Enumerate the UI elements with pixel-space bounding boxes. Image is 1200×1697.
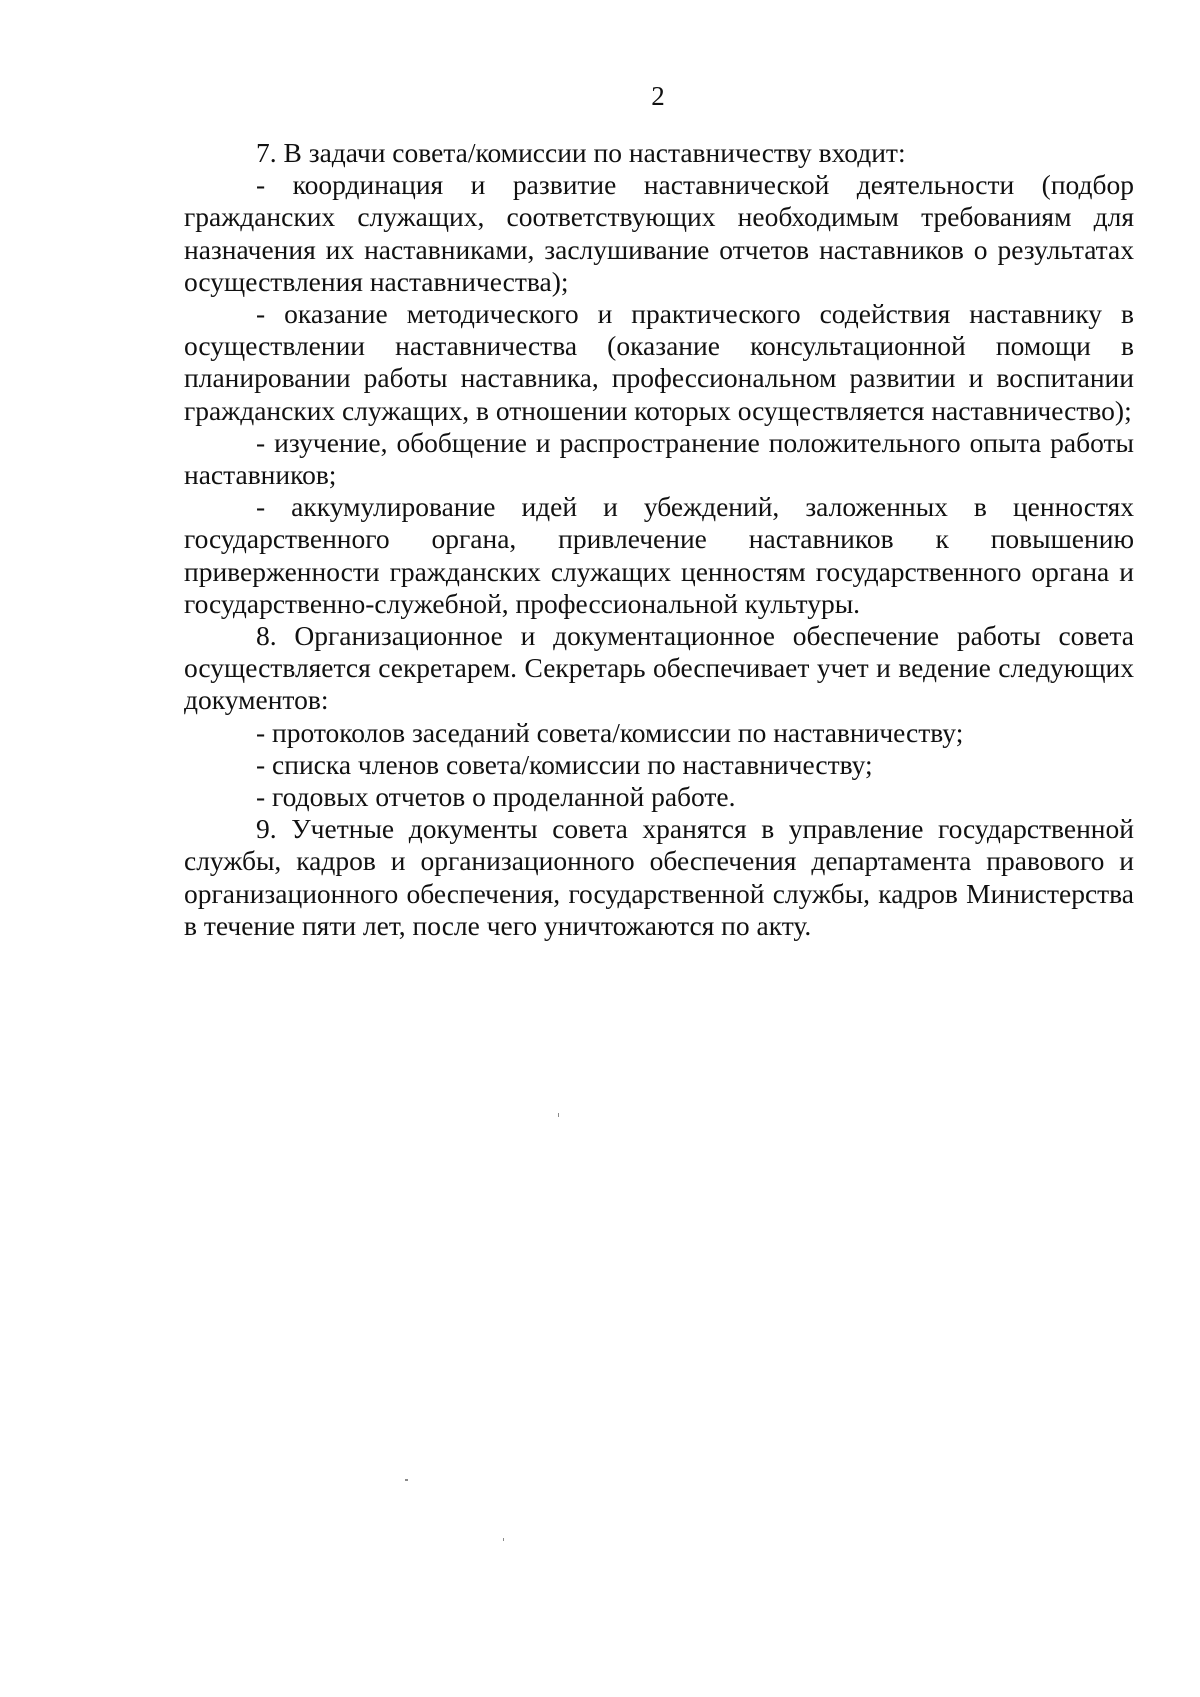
page-number: 2 xyxy=(651,81,665,111)
paragraph-8: 8. Организационное и документационное обеспечение работы совета осуществляется секретарем. Секретарь обеспечивает учет и ведение следующих документов: xyxy=(184,620,1134,716)
document-body xyxy=(184,137,1134,942)
paragraph-7-item-methodical-support: - оказание методического и практического содействия наставнику в осуществлении наставничества (оказание консультационной помощи в планировании работы наставника, профессиональном развитии и воспитании гражданских служащих, в отношении которых осуществляется наставничество); xyxy=(184,298,1134,426)
paragraph-7-item-values: - аккумулирование идей и убеждений, заложенных в ценностях государственного органа, привлечение наставников к повышению приверженности гражданских служащих ценностям государственного органа и государственно-служебной, профессиональной культуры. xyxy=(184,491,1134,619)
scan-artifact xyxy=(558,1113,559,1117)
scan-artifact xyxy=(405,1479,408,1481)
paragraph-7-heading: 7. В задачи совета/комиссии по наставничеству входит: xyxy=(256,137,906,168)
paragraph-7-item-coordination: - координация и развитие наставнической деятельности (подбор гражданских служащих, соответствующих необходимым требованиям для назначения их наставниками, заслушивание отчетов наставников о результатах осуществления наставничества); xyxy=(184,169,1134,297)
paragraph-9: 9. Учетные документы совета хранятся в управление государственной службы, кадров и организационного обеспечения департамента правового и организационного обеспечения, государственной службы, кадров Министерства в течение пяти лет, после чего уничтожаются по акту. xyxy=(184,813,1134,941)
scan-artifact xyxy=(503,1538,504,1541)
paragraph-7-item-experience-study: - изучение, обобщение и распространение положительного опыта работы наставников; xyxy=(184,426,1134,491)
paragraph-8-item-members-list: - списка членов совета/комиссии по наставничеству; xyxy=(256,748,873,780)
paragraph-8-item-protocols: - протоколов заседаний совета/комиссии по наставничеству; xyxy=(256,716,964,748)
paragraph-8-item-annual-reports: - годовых отчетов о проделанной работе. xyxy=(256,781,736,813)
